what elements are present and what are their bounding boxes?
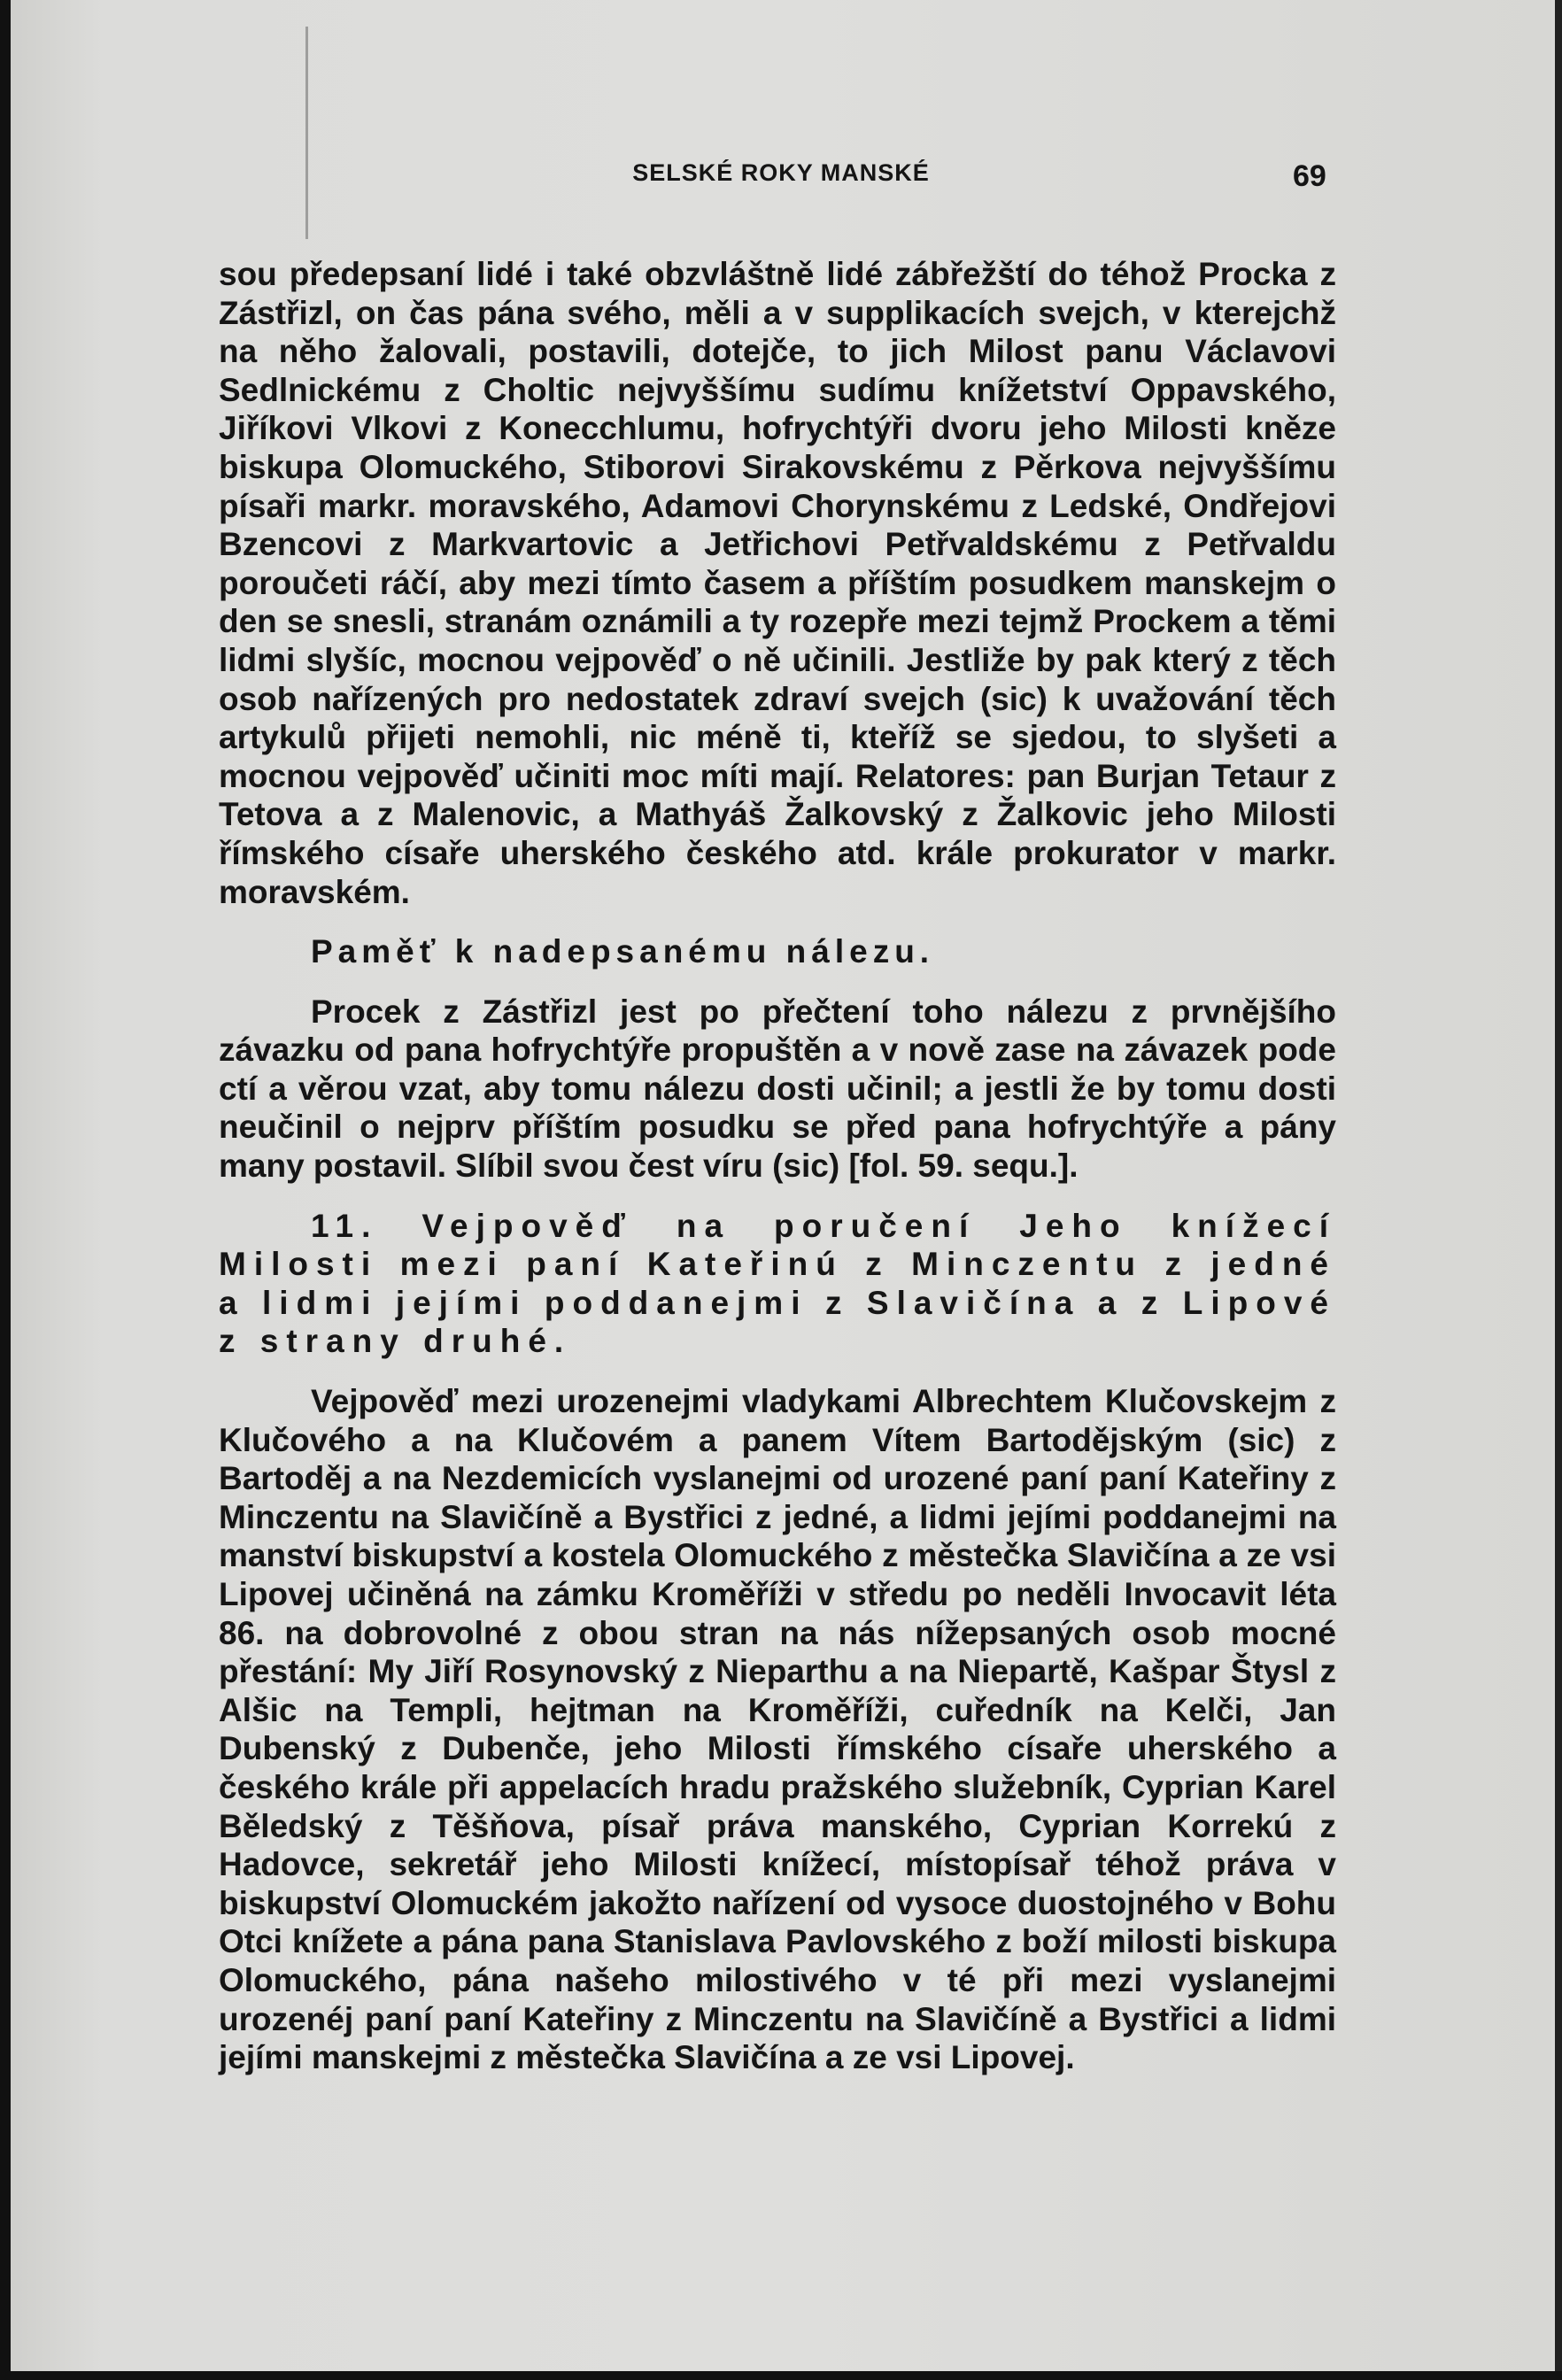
scan-bottom-edge: [0, 2371, 1562, 2380]
page-text: [219, 255, 1336, 2077]
verdict-paragraph: Vejpověď mezi urozenejmi vladykami Albrechtem Klučovskejm z Klučového a na Klučovém a panem Vítem Bartodějským (sic) z Bartoděj a na Nezdemicích vyslanejmi od urozené paní paní Kateřiny z Minczentu na Slavičíně a Bystřici z jedné, a lidmi jejími poddanejmi na manství biskupství a kostela Olomuckého z městečka Slavičína a ze vsi Lipovej učiněná na zámku Kroměříži v středu po neděli Invocavit léta 86. na dobrovolné z obou stran na nás nížepsaných osob mocné přestání: My Jiří Rosynovský z Nieparthu a na Niepartě, Kašpar Štysl z Alšic na Templi, hejtman na Kroměříži, cuředník na Kelči, Jan Dubenský z Dubenče, jeho Milosti římského císaře uherského a českého krále při appelacích hradu pražského služebník, Cyprian Karel Běledský z Těšňova, písař práva manského, Cyprian Korrekú z Hadovce, sekretář jeho Milosti knížecí, místopísař téhož práva v biskupství Olomuckém jakožto nařízení od vysoce duostojného v Bohu Otci knížete a pána pana Stanislava Pavlovského z boží milosti biskupa Olomuckého, pána našeho milostivého v té při mezi vyslanejmi urozenéj paní paní Kateřiny z Minczentu na Slavičíně a Bystřici a lidmi jejími manskejmi z městečka Slavičína a ze vsi Lipovej.: [219, 1383, 1336, 2076]
section-heading: 11. Vejpověď na poručení Jeho knížecí Milosti mezi paní Kateřinú z Minczentu z jedné a lidmi jejími poddanejmi z Slavičína a z Lipové z strany druhé.: [219, 1207, 1336, 1360]
paragraph-continuation: sou předepsaní lidé i také obzvláštně lidé zábřežští do téhož Procka z Zástřizl, on čas pána svého, měli a v supplikacích svejch, v kterejchž na něho žalovali, postavili, dotejče, to jich Milost panu Václavovi Sedlnickému z Choltic nejvyššímu sudímu knížetství Oppavského, Jiříkovi Vlkovi z Konecchlumu, hofrychtýři dvoru jeho Milosti kněze biskupa Olomuckého, Stiborovi Sirakovskému z Pěrkova nejvyššímu písaři markr. moravského, Adamovi Chorynskému z Ledské, Ondřejovi Bzencovi z Markvartovic a Jetřichovi Petřvaldskému z Petřvaldu poroučeti ráčí, aby mezi tímto časem a příštím posudkem manskejm o den se snesli, stranám oznámili a ty rozepře mezi tejmž Prockem a těmi lidmi slyšíc, mocnou vejpověď o ně učinili. Jestliže by pak který z těch osob nařízených pro nedostatek zdraví svejch (sic) k uvažování těch artykulů přijeti nemohli, nic méně ti, kteříž se sjedou, to slyšeti a mocnou vejpověď učiniti moc míti mají. Relatores: pan Burjan Tetaur z Tetova a z Malenovic, a Mathyáš Žalkovský z Žalkovic jeho Milosti římského císaře uherského českého atd. krále prokurator v markr. moravském.: [219, 256, 1336, 910]
running-title: SELSKÉ ROKY MANSKÉ: [632, 159, 930, 186]
memo-paragraph: Procek z Zástřizl jest po přečtení toho nálezu z prvnějšího závazku od pana hofrychtýře propuštěn a v nově zase na závazek pode ctí a věrou vzat, aby tomu nálezu dosti učinil; a jestli že by tomu dosti neučinil o nejprv příštím posudku se před pana hofrychtýře a pány many postavil. Slíbil svou čest víru (sic) [fol. 59. sequ.].: [219, 993, 1336, 1185]
scan-left-edge: [0, 0, 11, 2380]
scan-right-edge: [1555, 0, 1562, 2380]
memo-heading: Paměť k nadepsanému nálezu.: [311, 933, 935, 970]
margin-mark: [305, 27, 308, 239]
page-number: 69: [1293, 159, 1326, 193]
